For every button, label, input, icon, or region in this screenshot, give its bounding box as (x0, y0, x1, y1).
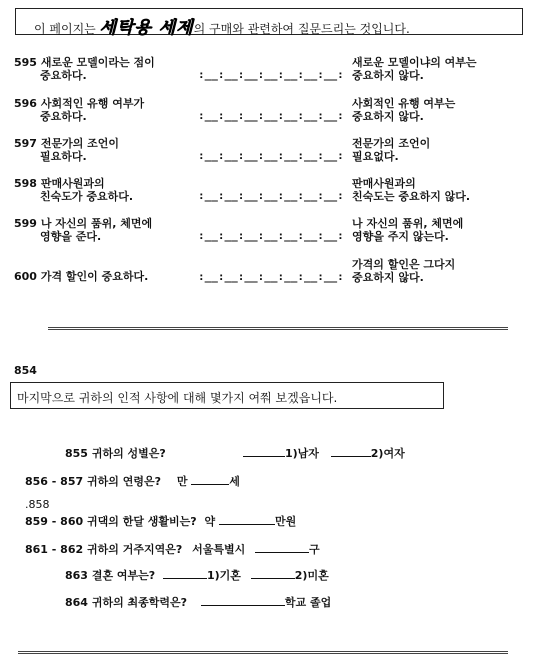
rating-scale[interactable]: :__:__:__:__:__:__:__: (198, 270, 344, 283)
right-statement-line1: 사회적인 유행 여부는 (352, 97, 456, 110)
female-option: 2)여자 (370, 447, 405, 460)
left-statement-line2: 친숙도가 중요하다. (40, 190, 134, 203)
rating-scale[interactable]: :__:__:__:__:__:__:__: (198, 189, 344, 202)
section-number: 854 (14, 364, 37, 377)
question-861-862 (25, 541, 320, 557)
expense-prefix: 약 (204, 515, 216, 528)
right-statement-line2: 영향을 주지 않는다. (352, 230, 449, 243)
male-blank[interactable] (243, 445, 285, 457)
right-statement (352, 177, 470, 203)
married-blank[interactable] (163, 567, 207, 579)
left-statement-line1: 사회적인 유행 여부가 (40, 97, 145, 110)
question-number: 863 (65, 569, 88, 582)
section-divider (48, 327, 508, 330)
intro-text: 마지막으로 귀하의 인적 사항에 대해 몇가지 여쭤 보겠읍니다. (17, 391, 338, 405)
question-number: 864 (65, 596, 88, 609)
rating-scale[interactable]: :__:__:__:__:__:__:__: (198, 149, 344, 162)
married-option: 1)기혼 (207, 569, 241, 582)
question-597 (14, 137, 119, 163)
question-595 (14, 56, 155, 82)
left-statement-line2: 중요하다. (40, 110, 87, 123)
left-statement-line1: 나 자신의 품위, 체면에 (40, 217, 153, 230)
question-859-860 (25, 513, 296, 529)
header-prefix: 이 페이지는 (34, 22, 96, 36)
age-suffix: 세 (229, 475, 240, 488)
left-statement-line1: 전문가의 조언이 (40, 137, 120, 150)
question-number: 597 (14, 137, 37, 150)
expense-suffix: 만원 (275, 515, 297, 528)
product-name: 세탁용 세제 (99, 18, 194, 38)
question-number: 595 (14, 56, 37, 69)
left-statement: 가격 할인이 중요하다. (40, 270, 149, 283)
question-598 (14, 177, 133, 203)
question-number: 598 (14, 177, 37, 190)
question-600 (14, 270, 148, 283)
question-number: 855 (65, 447, 88, 460)
gender-options (243, 445, 405, 461)
right-statement-line1: 나 자신의 품위, 체면에 (352, 217, 464, 230)
left-statement-line2: 필요하다. (40, 150, 87, 163)
right-statement-line2: 친숙도는 중요하지 않다. (352, 190, 471, 203)
question-text: 귀하의 최종학력은? (91, 596, 188, 609)
question-text: 귀하의 거주지역은? (87, 543, 183, 556)
right-statement (352, 217, 463, 243)
right-statement-line1: 전문가의 조언이 (352, 137, 431, 150)
question-number: 856 - 857 (25, 475, 84, 488)
question-text: 귀하의 연령은? (87, 475, 161, 488)
region-input[interactable] (255, 541, 309, 553)
left-statement-line2: 영향을 준다. (40, 230, 102, 243)
single-option: 2)미혼 (294, 569, 329, 582)
question-858-mark: .858 (25, 498, 50, 511)
question-text: 귀댁의 한달 생활비는? (87, 515, 197, 528)
right-statement (352, 137, 430, 163)
question-855 (65, 445, 166, 461)
question-599 (14, 217, 152, 243)
rating-scale[interactable]: :__:__:__:__:__:__:__: (198, 229, 344, 242)
question-864 (65, 594, 331, 610)
right-statement (352, 97, 455, 123)
right-statement-line2: 중요하지 않다. (352, 271, 424, 284)
education-suffix: 학교 졸업 (284, 596, 332, 609)
single-blank[interactable] (251, 567, 295, 579)
right-statement-line1: 판매사원과의 (352, 177, 416, 190)
right-statement-line1: 가격의 할인은 그다지 (352, 258, 456, 271)
expense-input[interactable] (219, 513, 275, 525)
question-number: 859 - 860 (25, 515, 84, 528)
region-suffix: 구 (309, 543, 320, 556)
bottom-divider (18, 651, 508, 654)
right-statement-line2: 중요하지 않다. (352, 110, 424, 123)
right-statement (352, 258, 455, 284)
question-text: 귀하의 성별은? (91, 447, 166, 460)
region-prefix: 서울특별시 (192, 543, 246, 556)
left-statement-line1: 판매사원과의 (40, 177, 105, 190)
question-863 (65, 567, 329, 583)
right-statement-line1: 새로운 모델이냐의 여부는 (352, 56, 477, 69)
rating-scale[interactable]: :__:__:__:__:__:__:__: (198, 68, 344, 81)
question-number: 861 - 862 (25, 543, 84, 556)
question-856-857 (25, 473, 240, 489)
age-prefix: 만 (176, 475, 188, 488)
right-statement-line2: 필요없다. (352, 150, 399, 163)
question-number: 599 (14, 217, 37, 230)
header-text (34, 13, 410, 38)
left-statement-line2: 중요하다. (40, 69, 87, 82)
right-statement (352, 56, 477, 82)
question-text: 결혼 여부는? (91, 569, 156, 582)
female-blank[interactable] (331, 445, 371, 457)
question-number: 596 (14, 97, 37, 110)
male-option: 1)남자 (285, 447, 319, 460)
rating-scale[interactable]: :__:__:__:__:__:__:__: (198, 109, 344, 122)
left-statement-line1: 새로운 모델이라는 점이 (40, 56, 155, 69)
question-596 (14, 97, 144, 123)
question-number: 600 (14, 270, 37, 283)
age-input[interactable] (191, 473, 229, 485)
header-suffix: 의 구매와 관련하여 질문드리는 것입니다. (193, 22, 410, 36)
right-statement-line2: 중요하지 않다. (352, 69, 424, 82)
education-input[interactable] (201, 594, 285, 606)
